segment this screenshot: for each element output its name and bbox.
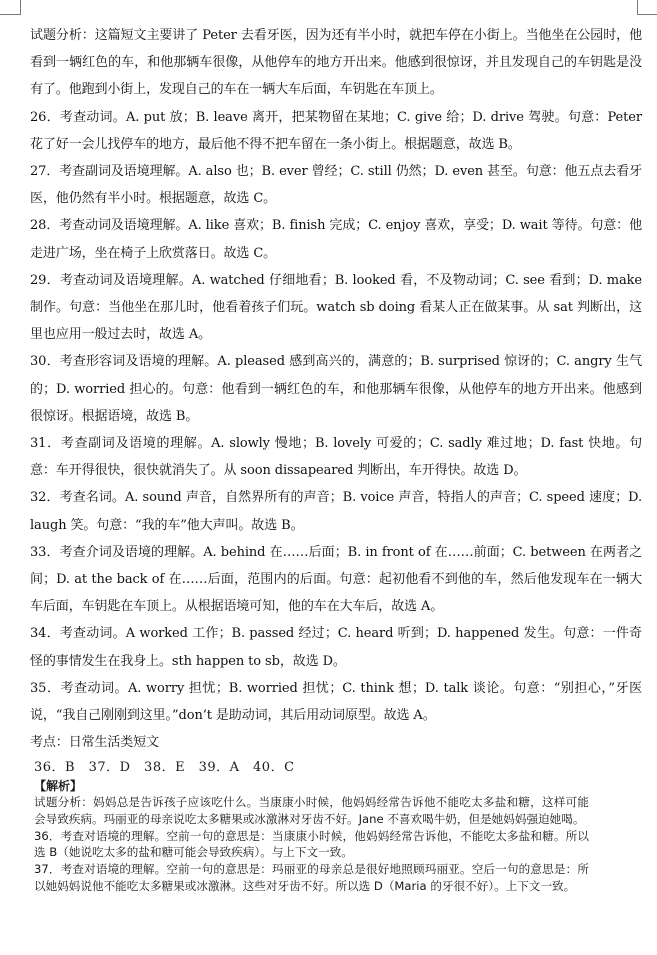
paragraph-q28: 28．考查动词及语境理解。A. like 喜欢；B. finish 完成；C. enjoy 喜欢，享受；D. wait 等待。句意：他走进广场，坐在椅子上欣赏落日。故选 C。 [30, 218, 642, 261]
crop-mark-left-vertical [20, 0, 21, 15]
crop-mark-left-horizontal [0, 14, 20, 15]
paragraph-q30: 30．考查形容词及语境的理解。A. pleased 感到高兴的，满意的；B. surprised 惊讶的；C. angry 生气的；D. worried 担心的。句意：他看到一辆红色的车，和他那辆车很像，从他停车的地方开出来。他感到很惊讶。根据语境，故选 B。 [30, 354, 642, 424]
paragraph-q35: 35．考查动词。A. worry 担忧；B. worried 担忧；C. think 想；D. talk 谈论。句意：“别担心，”牙医说，“我自己刚刚到这里。”don’t 是助动词，其后用动词原型。故选 A。 [30, 680, 642, 724]
paragraph-q33: 33．考查介词及语境的理解。A. behind 在……后面；B. in front of 在……前面；C. between 在两者之间；D. at the back of 在……后面，范围内的后面。句意：起初他看不到他的车，然后他发现车在一辆大车后面，车钥匙在车顶上。从根据语境可知，他的车在大车后，故选 A。 [30, 544, 642, 615]
paragraph-q31: 31．考查副词及语境的理解。A. slowly 慢地；B. lovely 可爱的；C. sadly 难过地；D. fast 快地。句意：车开得很快，很快就消失了。从 soon dissapeared 判断出，车开得快。故选 D。 [30, 436, 642, 479]
lower-q36: 36．考查对语境的理解。空前一句的意思是：当康康小时候，他妈妈经常告诉他，不能吃太多盐和糖。所以选 B（她说吃太多的盐和糖可能会导致疾病）。与上下文一致。 [34, 828, 589, 860]
paragraph-kaodian: 考点：日常生活类短文 [30, 735, 160, 751]
paragraph-analysis: 试题分析：这篇短文主要讲了 Peter 去看牙医，因为还有半小时，就把车停在小街上。当他坐在公园时，他看到一辆红色的车，和他那辆车很像，从他停车的地方开出来。他感到很惊讶，并且发现自己的车钥匙是没有了。他跑到小街上，发现自己的车在一辆大车后面，车钥匙在车顶上。 [30, 28, 642, 98]
lower-q37: 37．考查对语境的理解。空前一句的意思是：玛丽亚的母亲总是很好地照顾玛丽亚。空后一句的意思是：所以她妈妈说他不能吃太多糖果或冰激淋。这些对牙齿不好。所以选 D（Maria 的牙很不好）。上下文一致。 [34, 862, 589, 893]
paragraph-q29: 29．考查动词及语境理解。A. watched 仔细地看；B. looked 看，不及物动词；C. see 看到；D. make 制作。句意：当他坐在那儿时，他看着孩子们玩。watch sb doing 看某人正在做某事。从 sat 判断出，这里也应用一般过去时，故选 A。 [30, 272, 642, 343]
analysis-heading: 【解析】 [34, 779, 83, 793]
lower-analysis: 试题分析：妈妈总是告诉孩子应该吃什么。当康康小时候，他妈妈经常告诉他不能吃太多盐和糖，这样可能会导致疾病。玛丽亚的母亲说吃太多糖果或冰激淋对牙齿不好。Jane 不喜欢喝牛奶，但是她妈妈强迫她喝。 [34, 795, 589, 826]
paragraph-q34: 34．考查动词。A worked 工作；B. passed 经过；C. heard 听到；D. happened 发生。句意：一件奇怪的事情发生在我身上。sth happen to sb，故选 D。 [30, 626, 642, 669]
document-page [30, 4, 642, 756]
paragraph-q27: 27．考查副词及语境理解。A. also 也；B. ever 曾经；C. still 仍然；D. even 甚至。句意：他五点去看牙医，他仍然有半小时。根据题意，故选 C。 [30, 164, 642, 207]
lower-section [34, 758, 589, 895]
paragraph-q26: 26．考查动词。A. put 放；B. leave 离开，把某物留在某地；C. give 给；D. drive 驾驶。句意：Peter 花了好一会儿找停车的地方，最后他不得不把车留在一条小街上。根据题意，故选 B。 [30, 109, 642, 152]
answer-key: 36．B 37．D 38．E 39．A 40．C [34, 760, 295, 775]
paragraph-q32: 32．考查名词。A. sound 声音，自然界所有的声音；B. voice 声音，特指人的声音；C. speed 速度；D. laugh 笑。句意：“我的车”他大声叫。故选 B。 [30, 490, 642, 533]
